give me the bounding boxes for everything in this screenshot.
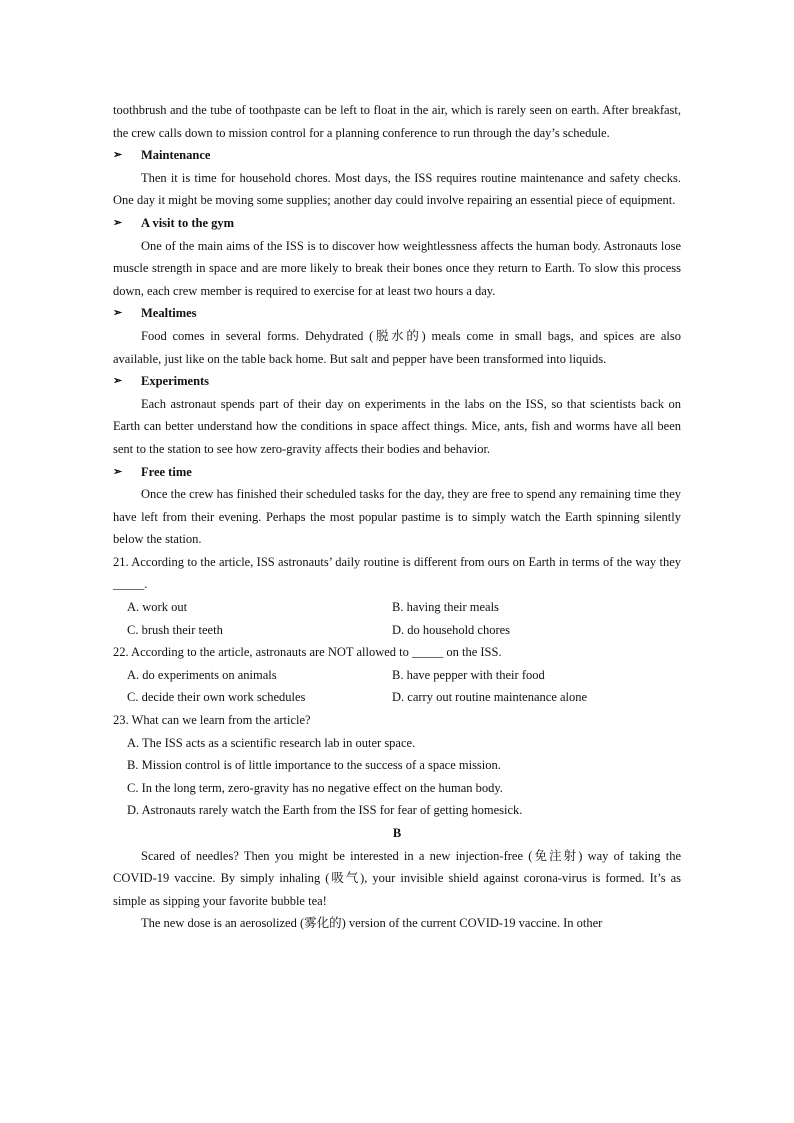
option-d: D. carry out routine maintenance alone [392, 690, 588, 705]
option-a: A. work out [127, 600, 188, 615]
question-21-stem: 21. According to the article, ISS astronauts’ daily routine is different from ours on Earth in terms of the way they _____. [113, 554, 681, 592]
bullet-arrow-icon: ➢ [113, 465, 123, 478]
section-text-maintenance: Then it is time for household chores. Most days, the ISS requires routine maintenance and safety checks. One day it might be moving some supplies; another day could involve repairing an essential piece of equipment. [113, 170, 681, 208]
bullet-arrow-icon: ➢ [113, 149, 123, 162]
document-page [113, 99, 681, 935]
passage-b-label: B [392, 826, 402, 840]
option-a: A. do experiments on animals [127, 667, 277, 682]
option-b: B. have pepper with their food [392, 667, 545, 682]
section-heading-free-time: ➢ Free time [113, 461, 681, 484]
section-heading-mealtimes: ➢ Mealtimes [113, 302, 681, 325]
question-22-options [113, 664, 681, 709]
section-heading-gym: ➢ A visit to the gym [113, 212, 681, 235]
section-text-mealtimes: Food comes in several forms. Dehydrated (脱水的) meals come in small bags, and spices are also available, just like on the table back home. But salt and pepper have been transformed into liquids. [113, 328, 681, 366]
option-a: A. The ISS acts as a scientific research lab in outer space. [127, 735, 416, 750]
section-heading-experiments: ➢ Experiments [113, 370, 681, 393]
section-text-gym: One of the main aims of the ISS is to discover how weightlessness affects the human body. Astronauts lose muscle strength in space and are more likely to break their bones once they return to Earth. To slow this process down, each crew member is required to exercise for at least two hours a day. [113, 238, 681, 298]
option-b: B. Mission control is of little importance to the success of a space mission. [127, 758, 501, 773]
question-22-stem: 22. According to the article, astronauts are NOT allowed to _____ on the ISS. [113, 645, 502, 660]
passage-b-paragraph-2: The new dose is an aerosolized (雾化的) version of the current COVID-19 vaccine. In other [141, 916, 603, 931]
option-c: C. decide their own work schedules [127, 690, 306, 705]
option-d: D. do household chores [392, 622, 511, 637]
bullet-arrow-icon: ➢ [113, 216, 123, 229]
bullet-arrow-icon: ➢ [113, 375, 123, 388]
bullet-arrow-icon: ➢ [113, 307, 123, 320]
option-b: B. having their meals [392, 600, 499, 615]
question-23-stem: 23. What can we learn from the article? [113, 713, 311, 728]
section-text-experiments: Each astronaut spends part of their day on experiments in the labs on the ISS, so that scientists back on Earth can better understand how the conditions in space affect things. Mice, ants, fish and worms have all been sent to the station to see how zero-gravity affects their bodies and behavior. [113, 396, 681, 456]
option-c: C. In the long term, zero-gravity has no negative effect on the human body. [127, 780, 503, 795]
option-c: C. brush their teeth [127, 622, 223, 637]
section-text-free-time: Once the crew has finished their scheduled tasks for the day, they are free to spend any remaining time they have left from their evening. Perhaps the most popular pastime is to simply watch the Earth spinning silently below the station. [113, 487, 681, 547]
passage-b-paragraph-1: Scared of needles? Then you might be interested in a new injection-free (免注射) way of taking the COVID-19 vaccine. By simply inhaling (吸气), your invisible shield against corona-virus is formed. It’s as simple as sipping your favorite bubble tea! [113, 848, 681, 908]
intro-paragraph: toothbrush and the tube of toothpaste can be left to float in the air, which is rarely seen on earth. After breakfast, the crew calls down to mission control for a planning conference to run through the day’s schedule. [113, 103, 681, 140]
section-heading-maintenance: ➢ Maintenance [113, 144, 681, 167]
option-d: D. Astronauts rarely watch the Earth from the ISS for fear of getting homesick. [127, 803, 523, 818]
question-21-options [113, 596, 681, 641]
